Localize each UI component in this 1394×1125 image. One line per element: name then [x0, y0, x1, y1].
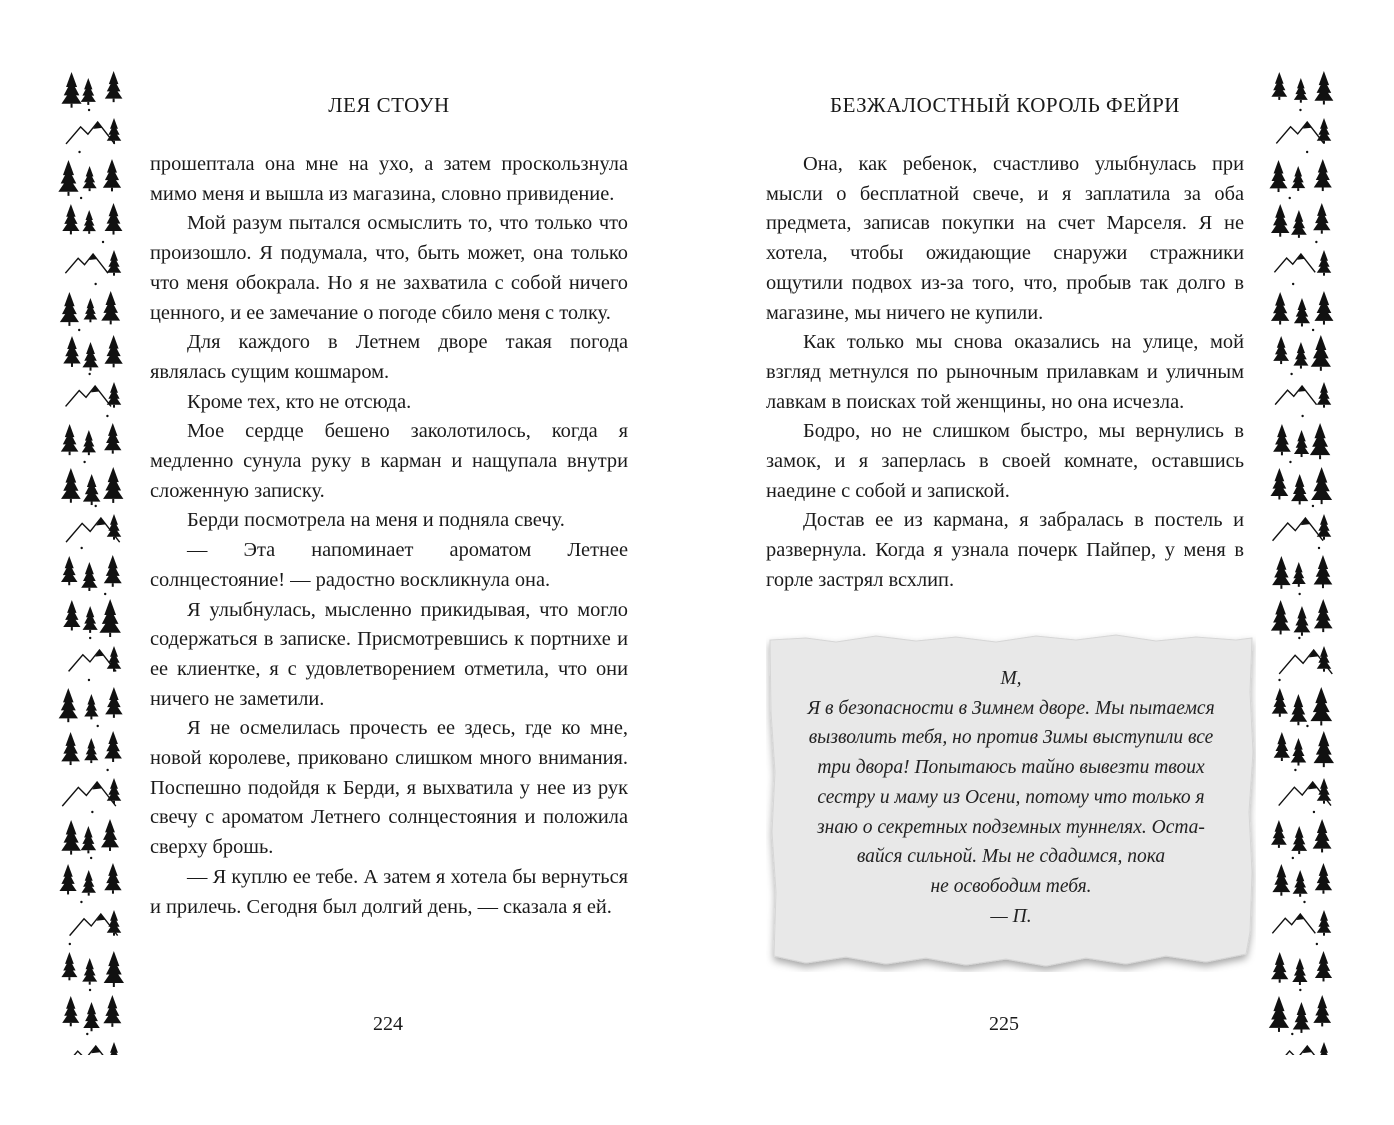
note-line: вызволить тебя, но против Зимы выступили все	[808, 727, 1214, 749]
left-page-body	[150, 150, 628, 922]
paragraph: Как только мы снова оказались на улице, мой взгляд метнулся по рыночным прилавкам и уличным лавкам в поисках той женщины, но она исчезла.	[766, 331, 1244, 413]
paragraph: Она, как ребенок, счастливо улыбнулась при мысли о бесплатной свече, и я заплатила за оба предмета, записав покупки на счет Марселя. Я не хотела, чтобы ожидающие снаружи стражники ощутили подвох из-за того, что, пробыв так долго в магазине, мы ничего не купили.	[766, 153, 1244, 324]
note-line: — П.	[990, 905, 1032, 927]
paragraph: Бодро, но не слишком быстро, мы вернулись в замок, и я заперлась в своей комнате, оставшись наедине с собой и запиской.	[766, 420, 1244, 502]
note-text	[766, 664, 1256, 931]
paragraph: Достав ее из кармана, я забралась в постель и развернула. Когда я узнала почерк Пайпер, у меня в горле застрял всхлип.	[766, 509, 1244, 591]
paragraph: Я не осмелилась прочесть ее здесь, где ко мне, новой королеве, приковано слишком много внимания. Поспешно подойдя к Берди, я выхватила у нее из рук свечу с ароматом Летнего солнцестояния и положила сверху брошь.	[150, 717, 628, 859]
paragraph: — Я куплю ее тебе. А затем я хотела бы вернуться и прилечь. Сегодня был долгий день, — сказала я ей.	[150, 865, 628, 918]
paragraph: Мой разум пытался осмыслить то, что только что произошло. Я подумала, что, быть может, она только что меня обокрала. Но я не захватила с собой ничего ценного, и ее замечание о погоде сбило меня с толку.	[150, 212, 628, 324]
note-line: три двора! Попытаюсь тайно вывезти твоих	[817, 757, 1205, 779]
paragraph: Берди посмотрела на меня и подняла свечу.	[187, 509, 565, 532]
paragraph: прошептала она мне на ухо, а затем проскользнула мимо меня и вышла из магазина, словно привидение.	[150, 153, 628, 205]
note-line: не освободим тебя.	[930, 875, 1092, 897]
pine-forest-border-icon	[1268, 70, 1336, 1055]
left-running-header: ЛЕЯ СТОУН	[328, 93, 450, 117]
note-line: знаю о секретных подземных туннелях. Оста-	[817, 816, 1205, 838]
paragraph: Для каждого в Летнем дворе такая погода являлась сущим кошмаром.	[150, 331, 628, 383]
paragraph: — Эта напоминает ароматом Летнее солнцестояние! — радостно воскликнула она.	[150, 539, 628, 591]
handwritten-note	[766, 632, 1256, 972]
left-forest-border	[58, 70, 126, 1055]
note-line: сестру и маму из Осени, потому что только я	[817, 786, 1205, 808]
right-page-body	[766, 150, 1244, 596]
paragraph: Мое сердце бешено заколотилось, когда я медленно сунула руку в карман и нащупала внутри сложенную записку.	[150, 420, 628, 502]
pine-forest-border-icon	[58, 70, 126, 1055]
right-forest-border	[1268, 70, 1336, 1055]
note-line: М,	[1000, 668, 1022, 689]
left-page-number: 224	[373, 1013, 403, 1035]
paragraph: Кроме тех, кто не отсюда.	[187, 390, 412, 413]
paragraph: Я улыбнулась, мысленно прикидывая, что могло содержаться в записке. Присмотревшись к портнихе и ее клиентке, я с удовлетворением отметила, что они ничего не заметили.	[150, 598, 628, 710]
right-page-number: 225	[989, 1013, 1019, 1035]
right-running-header: БЕЗЖАЛОСТНЫЙ КОРОЛЬ ФЕЙРИ	[830, 93, 1180, 117]
note-line: вайся сильной. Мы не сдадимся, пока	[856, 846, 1166, 868]
note-line: Я в безопасности в Зимнем дворе. Мы пытаемся	[807, 697, 1215, 719]
